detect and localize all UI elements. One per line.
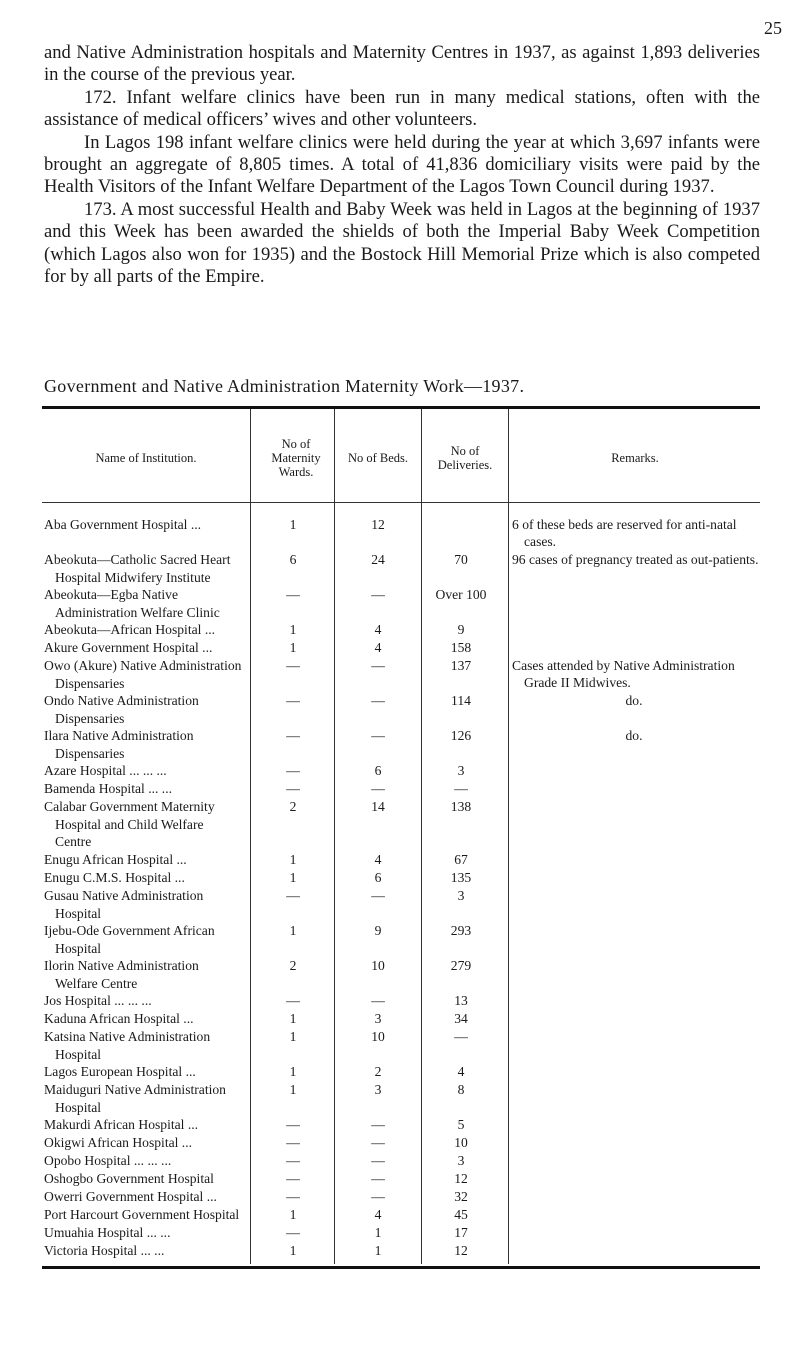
institution-name-cell [42,1134,242,1152]
institution-name-cell [42,1170,242,1188]
table-row [42,657,760,692]
deliveries-value: 126 [450,728,472,743]
institution-name: Calabar Government Maternity Hospital and Child Welfare Centre [44,799,215,850]
table-row [42,1010,760,1028]
beds-value: 1 [374,1225,382,1240]
maternity-wards-value: — [286,728,300,743]
beds-value: 4 [374,622,382,637]
institution-name-cell [42,798,242,851]
table-row [42,1224,760,1242]
beds-value: 6 [374,763,382,778]
beds-value: 2 [374,1064,382,1079]
institution-name: Opobo Hospital ... ... ... [44,1153,172,1168]
beds-value: — [371,1189,385,1204]
institution-name: Abeokuta—African Hospital ... [44,622,216,637]
deliveries-value: 70 [454,552,468,567]
deliveries-value: 3 [457,763,465,778]
institution-name-cell [42,657,242,692]
beds-value: — [371,693,385,708]
institution-name-cell [42,586,242,621]
header-beds: No of Beds. [347,451,409,465]
table-row [42,762,760,780]
institution-name: Owerri Government Hospital ... [44,1189,217,1204]
institution-name-cell [42,887,242,922]
beds-value: 4 [374,640,382,655]
institution-name: Aba Government Hospital ... [44,517,202,532]
institution-name-cell [42,1206,242,1224]
table-row [42,780,760,798]
maternity-wards-value: 1 [289,517,297,532]
maternity-work-table [42,406,760,1268]
table-row [42,957,760,992]
deliveries-value: 3 [457,1153,465,1168]
maternity-wards-value: 2 [289,958,297,973]
institution-name-cell [42,1242,242,1260]
beds-value: — [371,888,385,903]
table-row [42,586,760,621]
institution-name: Port Harcourt Government Hospital [44,1207,240,1222]
table-row [42,551,760,586]
institution-name-cell [42,851,242,869]
beds-value: — [371,587,385,602]
institution-name: Ilara Native Administration Dispensaries [44,728,194,761]
table-row [42,1242,760,1260]
header-rule [42,502,760,503]
deliveries-value: 279 [450,958,472,973]
beds-value: 3 [374,1011,382,1026]
maternity-wards-value: — [286,587,300,602]
table-row [42,727,760,762]
table-row [42,1152,760,1170]
institution-name: Ilorin Native Administration Welfare Centre [44,958,199,991]
institution-name: Ondo Native Administration Dispensaries [44,693,199,726]
maternity-wards-value: — [286,763,300,778]
header-name: Name of Institution. [95,451,197,465]
table-row [42,1134,760,1152]
institution-name-cell [42,1116,242,1134]
deliveries-value: 3 [457,888,465,903]
institution-name: Owo (Akure) Native Administration Dispensaries [44,658,242,691]
header-deliveries: No of Deliveries. [437,444,493,472]
table-title: Government and Native Administration Maternity Work—1937. [44,376,525,396]
table-row [42,1116,760,1134]
deliveries-value: 4 [457,1064,465,1079]
deliveries-value: 8 [457,1082,465,1097]
institution-name: Umuahia Hospital ... ... [44,1225,171,1240]
table-row [42,639,760,657]
table-bottom-rule [42,1266,760,1269]
institution-name-cell [42,551,242,586]
deliveries-value: 114 [451,693,471,708]
beds-value: 3 [374,1082,382,1097]
page-number: 25 [764,18,782,38]
maternity-wards-value: — [286,888,300,903]
remarks-value: Cases attended by Native Administration Grade II Midwives. [512,658,735,691]
institution-name: Kaduna African Hospital ... [44,1011,194,1026]
maternity-wards-value: — [286,1225,300,1240]
institution-name-cell [42,1028,242,1063]
maternity-wards-value: 1 [289,1029,297,1044]
maternity-wards-value: — [286,693,300,708]
table-row [42,1170,760,1188]
header-remarks: Remarks. [611,451,659,465]
deliveries-value: 10 [454,1135,468,1150]
deliveries-value: — [454,781,468,796]
beds-value: — [371,1153,385,1168]
maternity-wards-value: — [286,658,300,673]
paragraph: 172. Infant welfare clinics have been run in many medical stations, often with the assistance of medical officers’ wives and other volunteers. [44,86,760,131]
remarks-value: do. [625,693,643,708]
beds-value: 6 [374,870,382,885]
deliveries-value: 32 [454,1189,468,1204]
table-row [42,798,760,851]
institution-name-cell [42,727,242,762]
institution-name: Abeokuta—Catholic Sacred Heart Hospital Midwifery Institute [44,552,231,585]
table-top-rule [42,406,760,409]
body-text [44,42,760,288]
institution-name: Jos Hospital ... ... ... [44,993,152,1008]
institution-name-cell [42,516,242,534]
beds-value: 4 [374,1207,382,1222]
beds-value: — [371,993,385,1008]
institution-name: Katsina Native Administration Hospital [44,1029,211,1062]
institution-name: Gusau Native Administration Hospital [44,888,204,921]
institution-name-cell [42,1081,242,1116]
institution-name: Okigwi African Hospital ... [44,1135,192,1150]
maternity-wards-value: 2 [289,799,297,814]
maternity-wards-value: 1 [289,1207,297,1222]
institution-name-cell [42,1224,242,1242]
beds-value: 9 [374,923,382,938]
beds-value: — [371,728,385,743]
institution-name: Abeokuta—Egba Native Administration Welfare Clinic [44,587,220,620]
beds-value: 1 [374,1243,382,1258]
table-row [42,1206,760,1224]
table-row [42,887,760,922]
deliveries-value: 158 [450,640,472,655]
institution-name-cell [42,780,242,798]
table-row [42,1081,760,1116]
beds-value: 4 [374,852,382,867]
beds-value: 24 [371,552,385,567]
institution-name-cell [42,869,242,887]
maternity-wards-value: 1 [289,1011,297,1026]
deliveries-value: 137 [450,658,472,673]
institution-name: Akure Government Hospital ... [44,640,213,655]
beds-value: 14 [371,799,385,814]
paragraph: In Lagos 198 infant welfare clinics were held during the year at which 3,697 infants were brought an aggregate of 8,805 times. A total of 41,836 domiciliary visits were paid by the Health Visitors of the Infant Welfare Department of the Lagos Town Council during 1937. [44,131,760,198]
institution-name: Victoria Hospital ... ... [44,1243,165,1258]
deliveries-value: 12 [454,1243,468,1258]
remarks-value: 6 of these beds are reserved for anti-natal cases. [512,517,737,550]
deliveries-value: Over 100 [435,587,487,602]
maternity-wards-value: — [286,1189,300,1204]
table-row [42,692,760,727]
institution-name: Enugu C.M.S. Hospital ... [44,870,185,885]
maternity-wards-value: 1 [289,923,297,938]
institution-name-cell [42,957,242,992]
maternity-wards-value: 1 [289,1243,297,1258]
beds-value: — [371,1171,385,1186]
maternity-wards-value: 1 [289,1082,297,1097]
institution-name-cell [42,1010,242,1028]
beds-value: — [371,1135,385,1150]
institution-name: Makurdi African Hospital ... [44,1117,199,1132]
table-row [42,851,760,869]
table-row [42,1188,760,1206]
institution-name-cell [42,762,242,780]
deliveries-value: 34 [454,1011,468,1026]
institution-name: Maiduguri Native Administration Hospital [44,1082,226,1115]
institution-name: Oshogbo Government Hospital [44,1171,214,1186]
deliveries-value: 67 [454,852,468,867]
beds-value: — [371,658,385,673]
institution-name: Azare Hospital ... ... ... [44,763,167,778]
beds-value: 12 [371,517,385,532]
institution-name-cell [42,922,242,957]
paragraph: and Native Administration hospitals and Maternity Centres in 1937, as against 1,893 deliveries in the course of the previous year. [44,42,760,86]
remarks-value: 96 cases of pregnancy treated as out-patients. [512,552,759,567]
institution-name: Enugu African Hospital ... [44,852,187,867]
institution-name: Ijebu-Ode Government African Hospital [44,923,215,956]
deliveries-value: 45 [454,1207,468,1222]
table-row [42,992,760,1010]
table-row [42,922,760,957]
table-body [42,516,760,1260]
deliveries-value: 17 [454,1225,468,1240]
maternity-wards-value: 6 [289,552,297,567]
maternity-wards-value: 1 [289,870,297,885]
table-row [42,621,760,639]
deliveries-value: 5 [457,1117,465,1132]
deliveries-value: — [454,1029,468,1044]
institution-name: Lagos European Hospital ... [44,1064,196,1079]
deliveries-value: 138 [450,799,472,814]
deliveries-value: 12 [454,1171,468,1186]
header-maternity-wards: No of Maternity Wards. [271,437,321,479]
maternity-wards-value: — [286,1171,300,1186]
deliveries-value: 293 [450,923,472,938]
institution-name: Bamenda Hospital ... ... [44,781,172,796]
institution-name-cell [42,1188,242,1206]
institution-name-cell [42,621,242,639]
maternity-wards-value: — [286,781,300,796]
table-row [42,1028,760,1063]
maternity-wards-value: — [286,1153,300,1168]
maternity-wards-value: — [286,1135,300,1150]
table-row [42,869,760,887]
table-row [42,1063,760,1081]
institution-name-cell [42,692,242,727]
beds-value: 10 [371,1029,385,1044]
maternity-wards-value: — [286,1117,300,1132]
deliveries-value: 9 [457,622,465,637]
institution-name-cell [42,1063,242,1081]
beds-value: — [371,1117,385,1132]
deliveries-value: 135 [450,870,472,885]
beds-value: — [371,781,385,796]
maternity-wards-value: 1 [289,1064,297,1079]
maternity-wards-value: — [286,993,300,1008]
institution-name-cell [42,639,242,657]
beds-value: 10 [371,958,385,973]
institution-name-cell [42,1152,242,1170]
institution-name-cell [42,992,242,1010]
maternity-wards-value: 1 [289,622,297,637]
maternity-wards-value: 1 [289,852,297,867]
remarks-value: do. [625,728,643,743]
deliveries-value: 13 [454,993,468,1008]
table-row [42,516,760,551]
maternity-wards-value: 1 [289,640,297,655]
paragraph: 173. A most successful Health and Baby Week was held in Lagos at the beginning of 1937 and this Week has been awarded the shields of both the Imperial Baby Week Competition (which Lagos also won for 1935) and the Bostock Hill Memorial Prize which is also competed for by all parts of the Empire. [44,198,760,288]
